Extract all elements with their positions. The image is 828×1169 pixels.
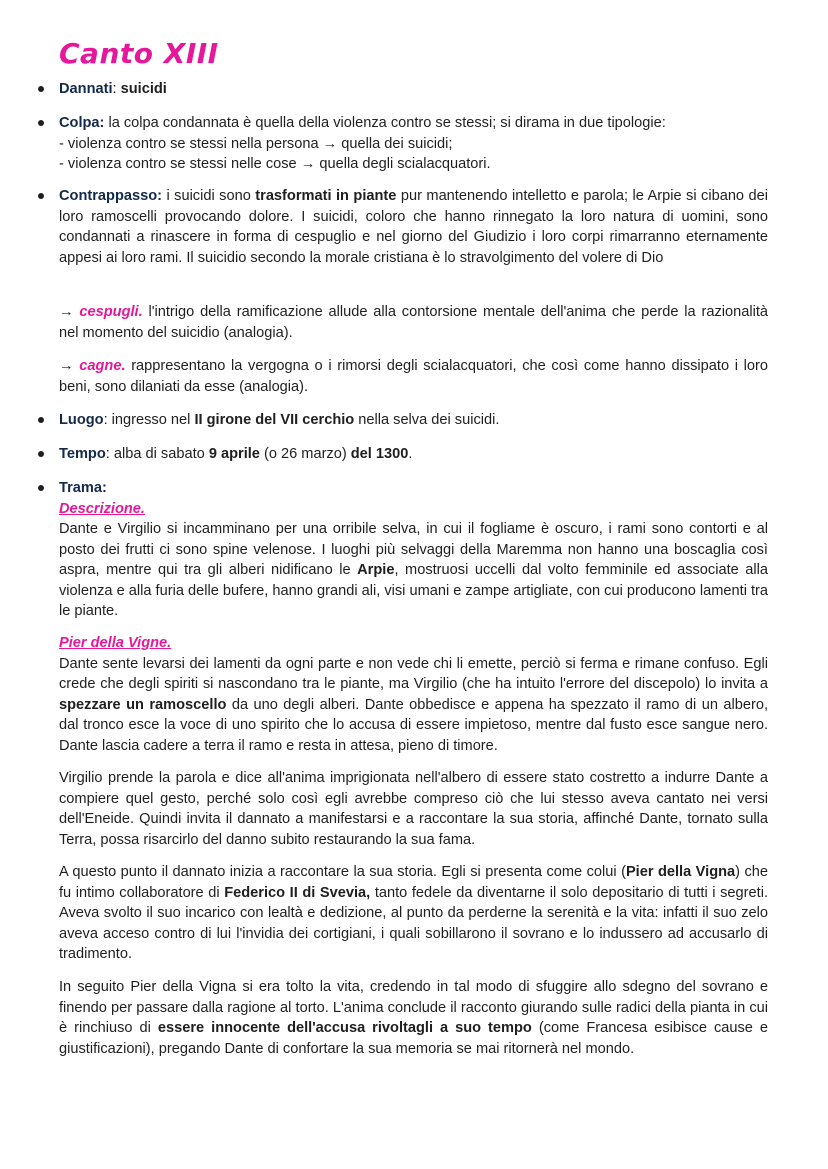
p3-bold-2: Federico II di Svevia, bbox=[224, 884, 371, 901]
cagne-note bbox=[59, 356, 768, 397]
arpie-bold: Arpie bbox=[357, 562, 395, 578]
p1-text-2: da uno degli alberi. Dante obbedisce e appena ha spezzato il ramo di un albero, dal tronco esce la voce di uno spirito che lo accusa di essere impietoso, mentre dal fusto esce sangue nero. Dante lascia cadere a terra il ramo e resta in attesa, pieno di timore. bbox=[59, 696, 768, 754]
p4-bold: essere innocente dell'accusa rivoltagli a suo tempo bbox=[157, 1020, 532, 1036]
tempo-text-2: (o 26 marzo) bbox=[259, 446, 351, 462]
bullet-icon bbox=[38, 86, 44, 92]
descrizione-text-2: , mostruosi uccelli dal volto femminile ed associate alla violenza e alla furia delle bufere, hanno grandi ali, visi umani e zampe artigliate, con cui producono lamenti tra le piante. bbox=[59, 562, 769, 619]
contrappasso-item bbox=[59, 186, 768, 268]
luogo-text: : ingresso nel bbox=[103, 412, 195, 428]
descrizione-text: Dante e Virgilio si incamminano per una orribile selva, in cui il fogliame è oscuro, i rami sono contorti e al posto dei frutti ci sono spine velenose. I luoghi più selvaggi della Maremma non hanno una boscaglia così aspra, mentre qui tra gli alberi nidificano le bbox=[59, 521, 768, 578]
dannati-item bbox=[59, 79, 768, 100]
bullet-icon bbox=[38, 451, 44, 457]
tempo-bold-2: del 1300 bbox=[350, 446, 409, 462]
p3-text-2: ) che fu intimo collaboratore di bbox=[59, 864, 768, 901]
colpa-text: la colpa condannata è quella della violenza contro se stessi; si dirama in due tipologie: bbox=[104, 115, 666, 131]
p4-text-2: (come Francesa esibisce cause e giustificazioni), pregando Dante di confortare la sua memoria se mai ritornerà nel mondo. bbox=[59, 1020, 769, 1057]
pier-heading: Pier della Vigne. bbox=[59, 635, 172, 651]
p3-text-3: tanto fedele da diventarne il solo depositario di tutti i segreti. Aveva svolto il suo incarico con lealtà e dedizione, al punto da perderne la serenità e la vita: infatti il suo zelo aveva acceso contro di lui l'invidia dei cortigiani, i quali sobillarono il sovrano e lo indussero ad accusarlo di tradimento. bbox=[59, 884, 768, 962]
luogo-item bbox=[59, 410, 768, 431]
descrizione-heading: Descrizione. bbox=[59, 500, 145, 517]
cespugli-term: cespugli. bbox=[79, 304, 143, 320]
tempo-text: : alba di sabato bbox=[105, 446, 209, 462]
luogo-bold: II girone del VII cerchio bbox=[194, 412, 355, 428]
p1-text: Dante sente levarsi dei lamenti da ogni parte e non vede chi li emette, perciò si ferma e rimane confuso. Egli crede che degli spiriti si nascondano tra le piante, ma Virgilio (che ha intuito l'errore del discepolo) lo invita a bbox=[59, 655, 768, 692]
dannati-sep: : bbox=[112, 81, 121, 97]
colpa-line-2: - violenza contro se stessi nelle cose → quella degli scialacquatori. bbox=[59, 156, 491, 172]
bullet-icon bbox=[38, 193, 44, 199]
pier-paragraph-3 bbox=[59, 862, 768, 965]
bullet-icon bbox=[38, 120, 44, 126]
p3-bold: Pier della Vigna bbox=[625, 864, 736, 880]
p1-bold: spezzare un ramoscello bbox=[59, 696, 227, 713]
pier-paragraph-2 bbox=[59, 768, 768, 850]
bullet-icon bbox=[38, 485, 44, 491]
cespugli-note bbox=[59, 302, 768, 343]
tempo-label: Tempo bbox=[59, 446, 106, 462]
cespugli-text: l'intrigo della ramificazione allude alla contorsione mentale dell'anima che perde la razionalità nel momento del suicidio (analogia). bbox=[59, 304, 768, 341]
cagne-term: cagne. bbox=[79, 358, 126, 374]
pier-section bbox=[59, 633, 768, 756]
contrappasso-text-2: pur mantenendo intelletto e parola; le Arpie si cibano dei loro ramoscelli provocando dolore. I suicidi, coloro che hanno rinnegato la loro natura di uomini, sono condannati a rinascere in forma di cespuglio e nel giorno del Giudizio i loro corpi rimarranno eternamente appesi ai loro rami. Il suicidio secondo la morale cristiana è lo stravolgimento del volere di Dio bbox=[59, 188, 768, 266]
tempo-text-3: . bbox=[408, 446, 413, 462]
colpa-label: Colpa: bbox=[59, 115, 105, 131]
colpa-item bbox=[59, 113, 768, 175]
p4-text: In seguito Pier della Vigna si era tolto la vita, credendo in tal modo di sfuggire allo sdegno del sovrano e finendo per passare dalla ragione al torto. L'anima conclude il racconto giurando sulle radici della pianta in cui è rinchiuso di bbox=[59, 979, 768, 1036]
trama-item bbox=[59, 478, 768, 622]
dannati-label: Dannati bbox=[59, 81, 113, 97]
contrappasso-label: Contrappasso: bbox=[59, 188, 162, 204]
trama-label: Trama: bbox=[59, 480, 107, 496]
page-title: Canto XIII bbox=[59, 37, 219, 70]
p3-text: A questo punto il dannato inizia a raccontare la sua storia. Egli si presenta come colui ( bbox=[59, 864, 626, 880]
tempo-item bbox=[59, 444, 768, 465]
pier-paragraph-1 bbox=[59, 654, 768, 757]
descrizione-paragraph bbox=[59, 519, 768, 622]
contrappasso-text: i suicidi sono bbox=[161, 188, 256, 204]
dannati-value: suicidi bbox=[120, 81, 167, 97]
tempo-bold: 9 aprile bbox=[208, 446, 260, 462]
luogo-text-2: nella selva dei suicidi. bbox=[354, 412, 500, 428]
arrow-icon: → bbox=[59, 304, 80, 320]
p2-text: Virgilio prende la parola e dice all'anima imprigionata nell'albero di essere stato costretto a indurre Dante a compiere quel gesto, perché solo così egli avrebbe compreso ciò che lui stesso aveva cantato nei versi dell'Eneide. Quindi invita il dannato a manifestarsi e a raccontare la sua storia, affinché Dante, tornato sulla Terra, possa risarcirlo del danno subito restaurando la sua fama. bbox=[59, 770, 768, 848]
bullet-icon bbox=[38, 417, 44, 423]
luogo-label: Luogo bbox=[59, 412, 104, 428]
cagne-text: rappresentano la vergogna o i rimorsi degli scialacquatori, che così come hanno dissipato i loro beni, sono dilaniati da esse (analogia). bbox=[59, 358, 769, 395]
arrow-icon: → bbox=[59, 358, 80, 374]
colpa-line-1: - violenza contro se stessi nella persona → quella dei suicidi; bbox=[59, 135, 453, 152]
contrappasso-bold: trasformati in piante bbox=[255, 188, 397, 204]
pier-paragraph-4 bbox=[59, 977, 768, 1059]
